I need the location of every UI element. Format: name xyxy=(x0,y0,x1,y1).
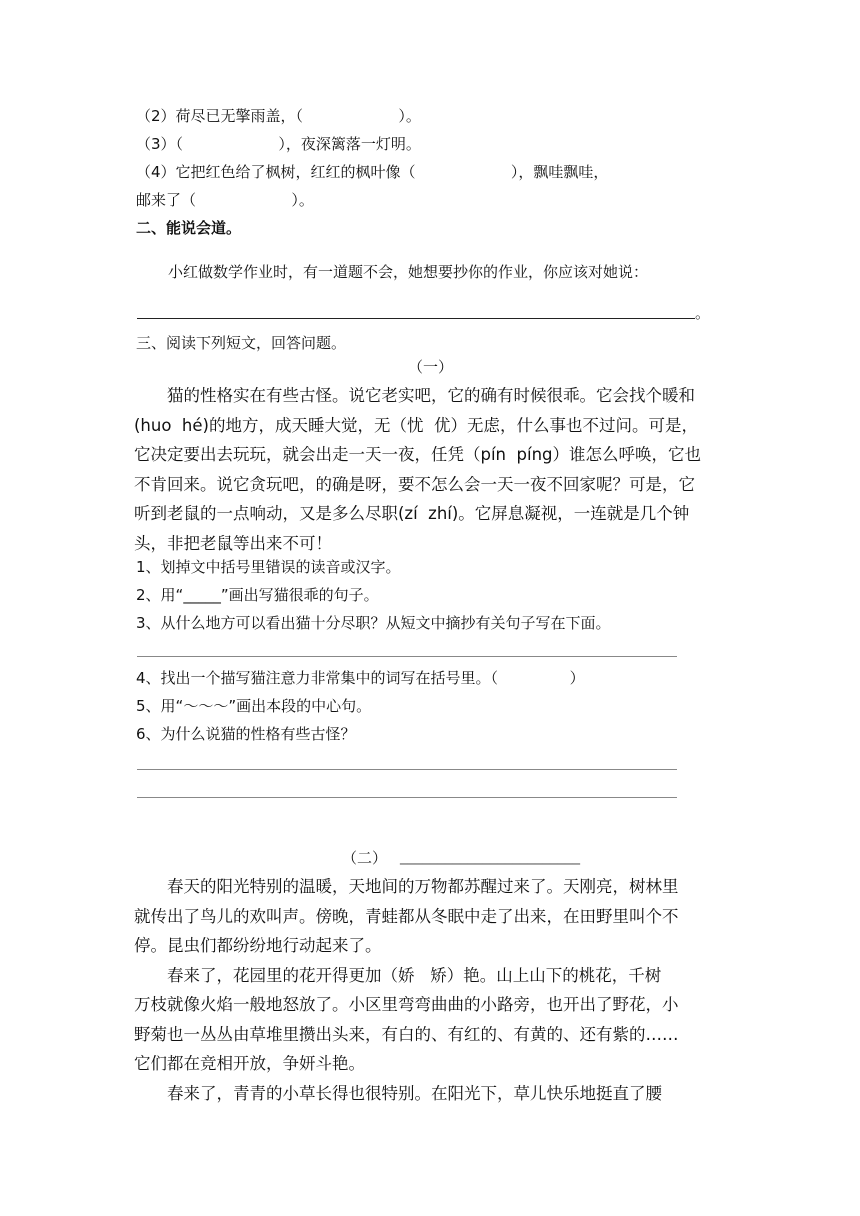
passage-1-heading: （一） xyxy=(408,358,454,376)
question-1: 1、划掉文中括号里错误的读音或汉字。 xyxy=(136,558,401,576)
question-5: 5、用“～～～”画出本段的中心句。 xyxy=(136,697,372,715)
passage-2-line: 春来了，花园里的花开得更加（娇 矫）艳。山上山下的桃花，千树 xyxy=(134,965,662,985)
passage-1-line: 头，非把老鼠等出来不可！ xyxy=(134,533,332,553)
passage-2-line: 万枝就像火焰一般地怒放了。小区里弯弯曲曲的小路旁，也开出了野花，小 xyxy=(134,995,679,1014)
question-6-answer-line-1 xyxy=(137,769,677,770)
passage-1-line: 听到老鼠的一点响动，又是多么尽职(zí zhí)。它屏息凝视，一连就是几个钟 xyxy=(134,504,690,523)
question-3: 3、从什么地方可以看出猫十分尽职？从短文中摘抄有关句子写在下面。 xyxy=(136,614,611,632)
poem-fill-line-2: （2）荷尽已无擎雨盖，（ ）。 xyxy=(136,107,421,125)
poem-fill-line-4a: （4）它把红色给了枫树，红红的枫叶像（ ），飘哇飘哇， xyxy=(136,163,609,181)
passage-2-line: 春天的阳光特别的温暖，天地间的万物都苏醒过来了。天刚亮，树林里 xyxy=(134,877,679,896)
passage-2-heading: （二） xyxy=(342,849,388,867)
question-6: 6、为什么说猫的性格有些古怪？ xyxy=(136,725,356,743)
passage-2-line: 春来了，青青的小草长得也很特别。在阳光下，草儿快乐地挺直了腰 xyxy=(134,1083,662,1103)
passage-2-title-blank: ________________________ xyxy=(400,847,580,865)
section-2-title: 二、能说会道。 xyxy=(136,219,242,237)
question-4: 4、找出一个描写猫注意力非常集中的词写在括号里。（ ） xyxy=(136,669,585,687)
passage-1-line: 它决定要出去玩玩，就会出走一天一夜，任凭（pín píng）谁怎么呼唤，它也 xyxy=(134,445,701,464)
passage-2-line: 停。昆虫们都纷纷地行动起来了。 xyxy=(134,936,382,955)
passage-2-text xyxy=(134,872,679,1108)
poem-fill-line-4b: 邮来了（ ）。 xyxy=(136,191,314,209)
passage-2-line: 野菊也一丛丛由草堆里攒出头来，有白的、有红的、有黄的、还有紫的…… xyxy=(134,1024,679,1044)
section-2-prompt: 小红做数学作业时，有一道题不会，她想要抄你的作业，你应该对她说： xyxy=(168,263,649,281)
section-3-title: 三、阅读下列短文，回答问题。 xyxy=(136,334,347,352)
passage-1-line: 不肯回来。说它贪玩吧，的确是呀，要不怎么会一天一夜不回家呢？可是，它 xyxy=(134,474,695,494)
passage-1-line: (huo hé)的地方，成天睡大觉，无（忧 优）无虑，什么事也不过问。可是， xyxy=(134,415,698,435)
question-2: 2、用“_____”画出写猫很乖的句子。 xyxy=(136,586,379,604)
passage-1-line: 猫的性格实在有些古怪。说它老实吧，它的确有时候很乖。它会找个暖和 xyxy=(134,386,695,405)
passage-2-line: 就传出了鸟儿的欢叫声。傍晚，青蛙都从冬眠中走了出来，在田野里叫个不 xyxy=(134,906,679,926)
section-2-answer-line xyxy=(137,318,695,319)
question-6-answer-line-2 xyxy=(137,797,677,798)
passage-2-line: 它们都在竞相开放，争妍斗艳。 xyxy=(134,1054,365,1073)
poem-fill-line-3: （3）（ ），夜深篱落一灯明。 xyxy=(136,135,421,153)
question-3-answer-line xyxy=(137,656,677,657)
passage-1-text xyxy=(134,381,701,558)
section-2-end-mark: 。 xyxy=(695,304,711,322)
